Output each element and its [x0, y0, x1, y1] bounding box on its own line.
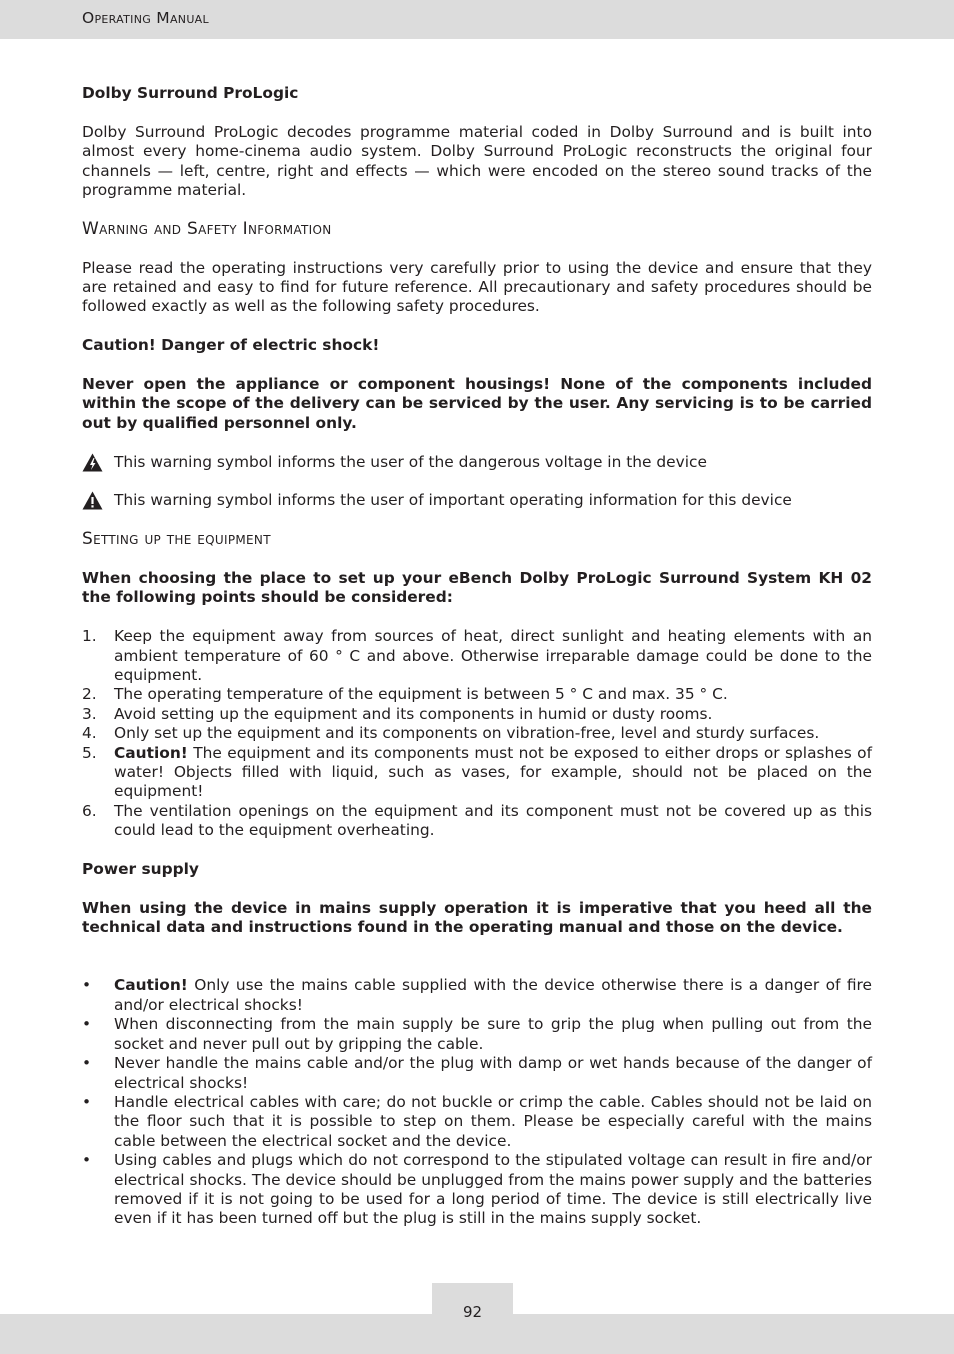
list-item-text: Using cables and plugs which do not correspond to the stipulated voltage can result in fire and/or electrical shocks. The device should be unplugged from the mains power supply and the batteries removed if it is not going to be used for a long period of time. The device is still electrically live even if it has been turned off but the plug is still in the mains supply socket.: [114, 1151, 872, 1228]
power-heading: Power supply: [82, 860, 199, 879]
dolby-text: Dolby Surround ProLogic decodes programme material coded in Dolby Surround and is built into almost every home-cinema audio system. Dolby Surround ProLogic reconstructs the original four channels — left, centre, right and effects — which were encoded on the stereo sound tracks of the programme material.: [82, 122, 872, 200]
page-number: 92: [462, 1303, 483, 1321]
list-item: [82, 1054, 872, 1093]
list-item: [82, 976, 872, 1015]
info-warning-row: [82, 491, 872, 510]
list-number: 4.: [82, 724, 97, 743]
list-item-text: Keep the equipment away from sources of heat, direct sunlight and heating elements with an ambient temperature of 60 ° C and above. Otherwise irreparable damage could be done to the equipment.: [114, 627, 872, 685]
header-title: Operating Manual: [82, 9, 209, 27]
never-open-text: Never open the appliance or component housings! None of the components included within the scope of the delivery can be serviced by the user. Any servicing is to be carried out by qualified personnel only.: [82, 375, 872, 432]
page-number-tab: [432, 1283, 513, 1328]
bullet-icon: •: [82, 1151, 92, 1170]
page-header: [0, 0, 954, 39]
list-item-text: When disconnecting from the main supply be sure to grip the plug when pulling out from the socket and never pull out by gripping the cable.: [114, 1015, 872, 1053]
list-item-text: Only use the mains cable supplied with the device otherwise there is a danger of fire and/or electrical shocks!: [114, 976, 872, 1014]
bullet-icon: •: [82, 1015, 92, 1034]
list-item-text: The equipment and its components must not be exposed to either drops or splashes of water! Objects filled with liquid, such as vases, for example, should not be placed on the equipment!: [114, 743, 872, 801]
info-warning-text: This warning symbol informs the user of important operating information for this device: [114, 491, 792, 510]
list-item-text: Handle electrical cables with care; do not buckle or crimp the cable. Cables should not be laid on the floor such that it is possible to step on them. Please be especially careful with the mains cable between the electrical socket and the device.: [114, 1092, 872, 1150]
exclamation-warning-icon: [82, 491, 114, 510]
list-item-lead: Caution!: [114, 976, 188, 995]
voltage-warning-row: [82, 453, 872, 472]
list-item: [82, 1151, 872, 1229]
warning-heading: Warning and Safety Information: [82, 218, 332, 239]
caution-text: Caution! Danger of electric shock!: [82, 336, 380, 355]
list-item: [82, 1093, 872, 1151]
list-item-text: The ventilation openings on the equipment and its component must not be covered up as this could lead to the equipment overheating.: [114, 801, 872, 840]
setup-intro: When choosing the place to set up your eBench Dolby ProLogic Surround System KH 02 the following points should be considered:: [82, 569, 872, 607]
list-item-text: Never handle the mains cable and/or the plug with damp or wet hands because of the danger of electrical shocks!: [114, 1054, 872, 1092]
bullet-icon: •: [82, 1092, 92, 1111]
setup-list: [82, 627, 872, 840]
list-number: 2.: [82, 685, 97, 704]
warning-text: Please read the operating instructions very carefully prior to using the device and ensure that they are retained and easy to find for future reference. All precautionary and safety procedures should be followed exactly as well as the following safety procedures.: [82, 258, 872, 316]
list-item: [82, 744, 872, 802]
voltage-warning-text: This warning symbol informs the user of the dangerous voltage in the device: [114, 452, 707, 471]
bullet-icon: •: [82, 976, 92, 995]
list-item: [82, 705, 872, 724]
list-number: 1.: [82, 627, 97, 646]
list-item: [82, 627, 872, 685]
list-item-text: Only set up the equipment and its components on vibration-free, level and sturdy surfaces.: [114, 724, 820, 743]
list-number: 3.: [82, 704, 97, 723]
lightning-warning-icon: [82, 453, 114, 472]
list-item-text: Avoid setting up the equipment and its components in humid or dusty rooms.: [114, 704, 713, 723]
setup-heading: Setting up the equipment: [82, 529, 271, 550]
list-item-lead: Caution!: [114, 743, 188, 762]
list-item: [82, 724, 872, 743]
power-list: [82, 976, 872, 1228]
list-item-text: The operating temperature of the equipment is between 5 ° C and max. 35 ° C.: [114, 685, 728, 704]
power-intro: When using the device in mains supply operation it is imperative that you heed all the technical data and instructions found in the operating manual and those on the device.: [82, 898, 872, 937]
list-item: [82, 802, 872, 841]
list-number: 5.: [82, 743, 97, 762]
list-number: 6.: [82, 801, 97, 820]
list-item: [82, 685, 872, 704]
page-content: [82, 84, 872, 1229]
list-item: [82, 1015, 872, 1054]
dolby-heading: Dolby Surround ProLogic: [82, 84, 299, 102]
bullet-icon: •: [82, 1054, 92, 1073]
